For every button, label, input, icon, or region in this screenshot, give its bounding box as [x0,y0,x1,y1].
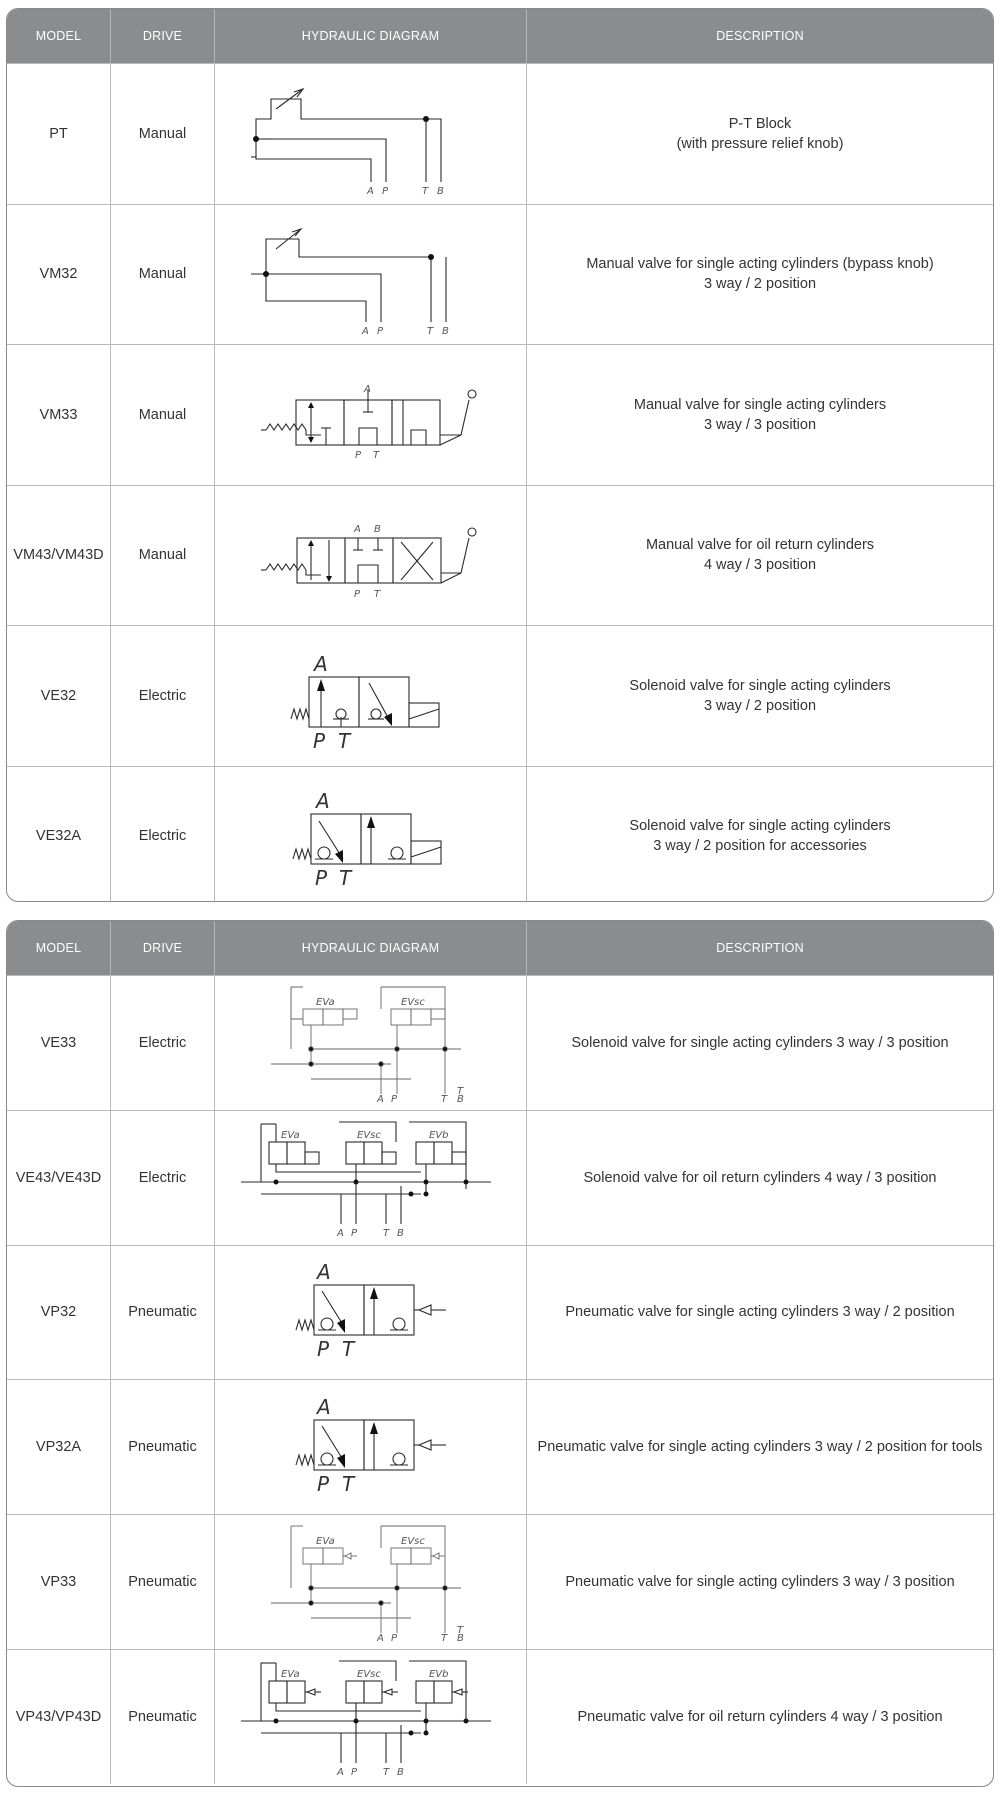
valve-table-1 [6,8,994,902]
description-cell [527,626,993,766]
description-line-1: Solenoid valve for oil return cylinders 4 way / 3 position [583,1169,937,1186]
description-line-2: 4 way / 3 position [703,557,817,574]
port-a-label: A [361,326,369,338]
valve-label: EVa [315,1536,335,1548]
description-line-1: Solenoid valve for single acting cylinders 3 way / 3 position [571,1034,949,1051]
drive-cell: Manual [111,205,215,345]
model-cell: PT [7,64,111,204]
table-row [7,485,993,626]
table-row [7,1649,993,1784]
port-t-label: T [426,326,433,338]
port-t-label: T [440,1633,447,1645]
port-p-label: P [350,1227,357,1239]
drive-cell: Pneumatic [111,1650,215,1784]
description-line-2: (with pressure relief knob) [676,135,844,152]
valve-label: EVsc [400,996,425,1008]
diagram-cell [215,345,527,485]
ve32-diagram [221,631,521,761]
table-row [7,1245,993,1380]
description-cell [527,64,993,204]
description-line-1: Manual valve for single acting cylinders [633,396,887,413]
valve-label: EVa [280,1129,300,1141]
table-row [7,344,993,485]
drive-cell: Pneumatic [111,1515,215,1649]
port-p-label: P [316,1472,329,1497]
model-cell: VE43/VE43D [7,1111,111,1245]
valve-label: EVb [428,1129,449,1141]
port-a-label: A [316,1395,331,1420]
ve32a-diagram [221,771,521,901]
drive-cell: Manual [111,345,215,485]
drive-cell: Manual [111,486,215,626]
ve43-diagram [221,1114,521,1242]
valve-label: EVa [280,1668,300,1680]
port-t2-label: T [456,1085,463,1097]
table-row [7,204,993,345]
valve-label: EVsc [356,1668,381,1680]
description-cell [527,976,993,1110]
diagram-cell [215,205,527,345]
header-model: MODEL [7,921,111,975]
port-a-label: A [353,524,361,536]
diagram-cell [215,1246,527,1380]
drive-cell: Manual [111,64,215,204]
port-t-label: T [421,185,428,197]
table-row [7,1110,993,1245]
drive-cell: Pneumatic [111,1246,215,1380]
header-drive: DRIVE [111,9,215,63]
table-row [7,1514,993,1649]
diagram-cell [215,64,527,204]
valve-label: EVa [315,996,335,1008]
port-p-label: P [381,185,388,197]
ve33-diagram [221,979,521,1107]
port-t-label: T [341,1337,354,1362]
table-row [7,63,993,204]
port-a-label: A [336,1227,344,1239]
model-cell: VP32A [7,1380,111,1514]
description-cell [527,205,993,345]
port-p-label: P [350,1766,357,1778]
port-b-label: B [436,185,444,197]
vm43-diagram [221,490,521,620]
description-line-2: 3 way / 2 position for accessories [653,838,867,855]
header-description: DESCRIPTION [716,29,804,43]
port-p-label: P [314,866,327,891]
port-p-label: P [312,728,325,753]
description-line-2: 3 way / 3 position [703,416,817,433]
description-line-1: Pneumatic valve for single acting cylinders 3 way / 2 position [565,1304,955,1321]
header-diagram: HYDRAULIC DIAGRAM [215,921,527,975]
description-cell [527,1111,993,1245]
port-t-label: T [337,728,350,753]
model-cell: VP33 [7,1515,111,1649]
vp32-diagram [221,1248,521,1376]
vm32-diagram [221,209,521,339]
diagram-cell [215,1380,527,1514]
vm33-diagram [221,350,521,480]
port-a-label: A [376,1633,384,1645]
table-row [7,625,993,766]
port-a-label: A [315,789,330,814]
model-cell: VP43/VP43D [7,1650,111,1784]
description-cell [527,486,993,626]
header-model: MODEL [7,9,111,63]
port-p-label: P [376,326,383,338]
port-b-label: B [441,326,449,338]
diagram-cell [215,1111,527,1245]
vp33-diagram [221,1518,521,1646]
description-line-1: Pneumatic valve for single acting cylinders 3 way / 3 position [565,1574,955,1591]
header-diagram: HYDRAULIC DIAGRAM [215,9,527,63]
description-line-2: 3 way / 2 position [703,276,817,293]
valve-label: EVsc [356,1129,381,1141]
port-p-label: P [354,449,361,461]
model-cell: VP32 [7,1246,111,1380]
port-t-label: T [338,866,351,891]
diagram-cell [215,767,527,903]
description-line-1: Manual valve for single acting cylinders (bypass knob) [586,256,934,273]
header-description: DESCRIPTION [716,941,804,955]
port-t-label: T [341,1472,354,1497]
port-t-label: T [373,589,380,601]
diagram-cell [215,976,527,1110]
vp32a-diagram [221,1383,521,1511]
table-header [7,921,993,975]
description-cell [527,345,993,485]
diagram-cell [215,1515,527,1649]
port-t-label: T [382,1766,389,1778]
drive-cell: Pneumatic [111,1380,215,1514]
table-row [7,1379,993,1514]
model-cell: VM33 [7,345,111,485]
diagram-cell [215,486,527,626]
drive-cell: Electric [111,626,215,766]
description-cell [527,1246,993,1380]
valve-table-2 [6,920,994,1787]
port-p-label: P [353,589,360,601]
model-cell: VE33 [7,976,111,1110]
port-a-label: A [316,1260,331,1285]
port-t2-label: T [456,1625,463,1637]
port-b-label: B [456,1633,464,1645]
port-a-label: A [376,1093,384,1105]
port-p-label: P [316,1337,329,1362]
port-t-label: T [440,1093,447,1105]
port-a-label: A [336,1766,344,1778]
model-cell: VM43/VM43D [7,486,111,626]
port-a-label: A [366,185,374,197]
description-line-2: 3 way / 2 position [703,697,817,714]
valve-label: EVsc [400,1536,425,1548]
port-b-label: B [373,524,381,536]
model-cell: VE32A [7,767,111,903]
drive-cell: Electric [111,976,215,1110]
description-cell [527,1515,993,1649]
table-row [7,975,993,1110]
description-line-1: Pneumatic valve for single acting cylinders 3 way / 2 position for tools [537,1439,983,1456]
port-b-label: B [396,1766,404,1778]
port-a-label: A [313,651,328,676]
port-p-label: P [390,1633,397,1645]
description-cell [527,1650,993,1784]
table-header [7,9,993,63]
port-t-label: T [382,1227,389,1239]
description-line-1: Manual valve for oil return cylinders [645,537,875,554]
header-drive: DRIVE [111,921,215,975]
drive-cell: Electric [111,1111,215,1245]
port-a-label: A [363,383,371,395]
drive-cell: Electric [111,767,215,903]
description-cell [527,1380,993,1514]
diagram-cell [215,1650,527,1784]
port-p-label: P [390,1093,397,1105]
description-cell [527,767,993,903]
pt-block-diagram [221,69,521,199]
description-line-1: Solenoid valve for single acting cylinders [629,677,891,694]
model-cell: VE32 [7,626,111,766]
port-b-label: B [456,1093,464,1105]
port-t-label: T [372,449,379,461]
vp43-diagram [221,1653,521,1781]
description-line-1: Solenoid valve for single acting cylinders [629,818,891,835]
valve-label: EVb [428,1668,449,1680]
port-b-label: B [396,1227,404,1239]
table-row [7,766,993,903]
description-line-1: P-T Block [728,115,792,132]
diagram-cell [215,626,527,766]
model-cell: VM32 [7,205,111,345]
description-line-1: Pneumatic valve for oil return cylinders 4 way / 3 position [577,1708,943,1725]
